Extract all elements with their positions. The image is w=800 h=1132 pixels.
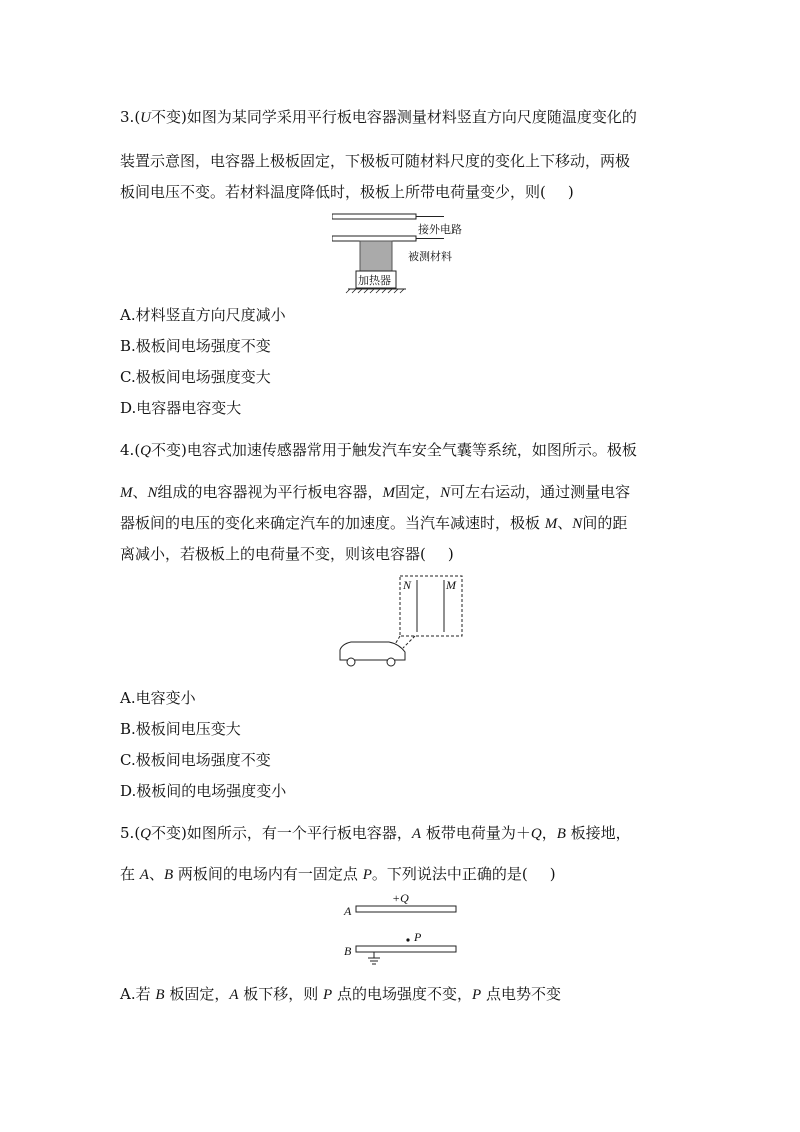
q3-ground-hatch [346, 289, 404, 293]
q5-option-a [120, 984, 561, 1005]
q5-plate-b [356, 946, 456, 952]
q5-l2-var-a: A [139, 867, 149, 883]
q4-tag-word: 不变 [151, 441, 182, 459]
q3-option-d: D.电容器电容变大 [120, 399, 242, 417]
q5-stem-line-1: 5.(Q不变)如图所示，有一个平行板电容器，A 板带电荷量为＋Q，B 板接地， [120, 824, 631, 842]
q5-oa-text: 板下移，则 [238, 985, 324, 1003]
q5-l1-text: ， [541, 824, 557, 842]
q4-l2-text: 组成的电容器视为平行板电容器， [157, 483, 383, 501]
q3-material-block [360, 241, 392, 271]
q5-l1-text: 板接地， [565, 824, 631, 842]
q3-label-material: 被测材料 [408, 250, 452, 263]
q3-stem-line-1: 3.(U不变)如图为某同学采用平行板电容器测量材料竖直方向尺度随温度变化的 [120, 108, 637, 126]
q5-l1-text: 板带电荷量为＋ [421, 824, 531, 842]
q4-line-4-text: 离减小，若极板上的电荷量不变，则该电容器( [120, 545, 426, 563]
q4-stem-line-1: 4.(Q不变)电容式加速传感器常用于触发汽车安全气囊等系统，如图所示。极板 [120, 441, 637, 459]
q5-label-b: B [344, 944, 352, 958]
q5-oa-text: 板固定， [164, 985, 230, 1003]
q5-l1-var-b: B [556, 826, 566, 842]
q3-label-circuit: 接外电路 [418, 223, 462, 236]
q5-number: 5. [120, 824, 135, 842]
q3-stem-line-2: 装置示意图，电容器上极板固定，下极板可随材料尺度的变化上下移动，两极 [120, 152, 631, 170]
q4-tag-letter: Q [140, 443, 152, 459]
q3-option-a: A.材料竖直方向尺度减小 [120, 306, 286, 324]
q5-l2-text: 。下列说法中正确的是( [371, 865, 528, 883]
q5-oa-text: 点电势不变 [481, 985, 561, 1003]
q3-figure-capacitor-setup [332, 212, 482, 294]
q3-upper-plate [332, 214, 416, 219]
q4-l3-text: 器板间的电压的变化来确定汽车的加速度。当汽车减速时，极板 [120, 514, 545, 532]
q4-l2-var-m: M [382, 485, 396, 501]
q4-car-wheel-front [347, 658, 355, 666]
q5-oa-var-a: A [229, 987, 239, 1003]
q5-point-p [406, 938, 409, 941]
q3-stem-line-3 [120, 182, 574, 202]
q5-oa-var-p: P [323, 987, 333, 1003]
q5-oa-var-p: P [472, 987, 482, 1003]
q4-l2-text: 固定， [395, 483, 441, 501]
q5-l2-var-p: P [362, 867, 372, 883]
q4-option-a: A.电容变小 [120, 689, 196, 707]
q4-car-wheel-rear [387, 658, 395, 666]
q5-l2-text: 在 [120, 865, 140, 883]
q4-l3-var-m: M [544, 516, 558, 532]
q3-tag-word: 不变 [151, 108, 182, 126]
q5-tag-letter: Q [140, 826, 152, 842]
q4-l2-text: 可左右运动，通过测量电容 [450, 483, 631, 501]
q4-l2-var-n: N [147, 485, 158, 501]
q5-label-plus-q: +Q [392, 891, 409, 905]
q5-answer-paren: ) [549, 865, 556, 883]
q4-l2-var-n: N [440, 485, 451, 501]
q5-oa-text: A.若 [120, 985, 156, 1003]
q4-l2-var-m: M [120, 485, 133, 501]
q3-line-1-text: 如图为某同学采用平行板电容器测量材料竖直方向尺度随温度变化的 [186, 108, 637, 126]
q5-l1-var-a: A [411, 826, 422, 842]
q4-stem-line-3 [120, 513, 627, 534]
q5-l1-var-q: Q [530, 826, 542, 842]
q5-l1-text: 如图所示，有一个平行板电容器， [186, 824, 412, 842]
q5-stem-line-2 [120, 864, 556, 885]
q4-option-b: B.极板间电压变大 [120, 720, 241, 738]
q5-l2-var-b: B [163, 867, 174, 883]
q3-tag-letter: U [140, 110, 152, 126]
q4-l2-text: 、 [132, 483, 148, 501]
q5-label-p: P [414, 930, 422, 944]
q3-lower-plate [332, 236, 416, 241]
q3-label-heater: 加热器 [358, 274, 391, 287]
q4-answer-paren: ) [447, 545, 454, 563]
q4-stem-line-2 [120, 482, 630, 503]
q3-option-b: B.极板间电场强度不变 [120, 337, 271, 355]
q4-figure-car-sensor [337, 574, 467, 674]
q5-ground-symbol [368, 952, 380, 964]
q4-line-1-text: 电容式加速传感器常用于触发汽车安全气囊等系统，如图所示。极板 [186, 441, 637, 459]
q5-figure-capacitor [342, 890, 462, 968]
q5-l2-text: 、 [148, 865, 164, 883]
q5-label-a: A [344, 904, 352, 918]
q5-plate-a [356, 906, 456, 912]
q3-option-c: C.极板间电场强度变大 [120, 368, 271, 386]
q4-l3-var-n: N [572, 516, 583, 532]
q4-car-body [340, 642, 405, 660]
q5-tag-word: 不变 [151, 824, 182, 842]
q4-label-m: M [446, 578, 456, 592]
q3-line-3-text: 板间电压不变。若材料温度降低时，极板上所带电荷量变少，则( [120, 183, 546, 201]
q5-l2-text: 两板间的电场内有一固定点 [173, 865, 363, 883]
q4-l3-text: 、 [557, 514, 573, 532]
q3-number: 3. [120, 108, 135, 126]
q4-dash-link-right [403, 636, 415, 648]
q5-oa-var-b: B [155, 987, 165, 1003]
q4-label-n: N [403, 578, 412, 592]
q4-option-d: D.极板间的电场强度变小 [120, 782, 287, 800]
q4-stem-line-4 [120, 544, 454, 564]
q4-l3-text: 间的距 [582, 514, 628, 532]
q4-number: 4. [120, 441, 135, 459]
q3-answer-paren: ) [567, 183, 574, 201]
q4-option-c: C.极板间电场强度不变 [120, 751, 271, 769]
q5-oa-text: 点的电场强度不变， [332, 985, 472, 1003]
